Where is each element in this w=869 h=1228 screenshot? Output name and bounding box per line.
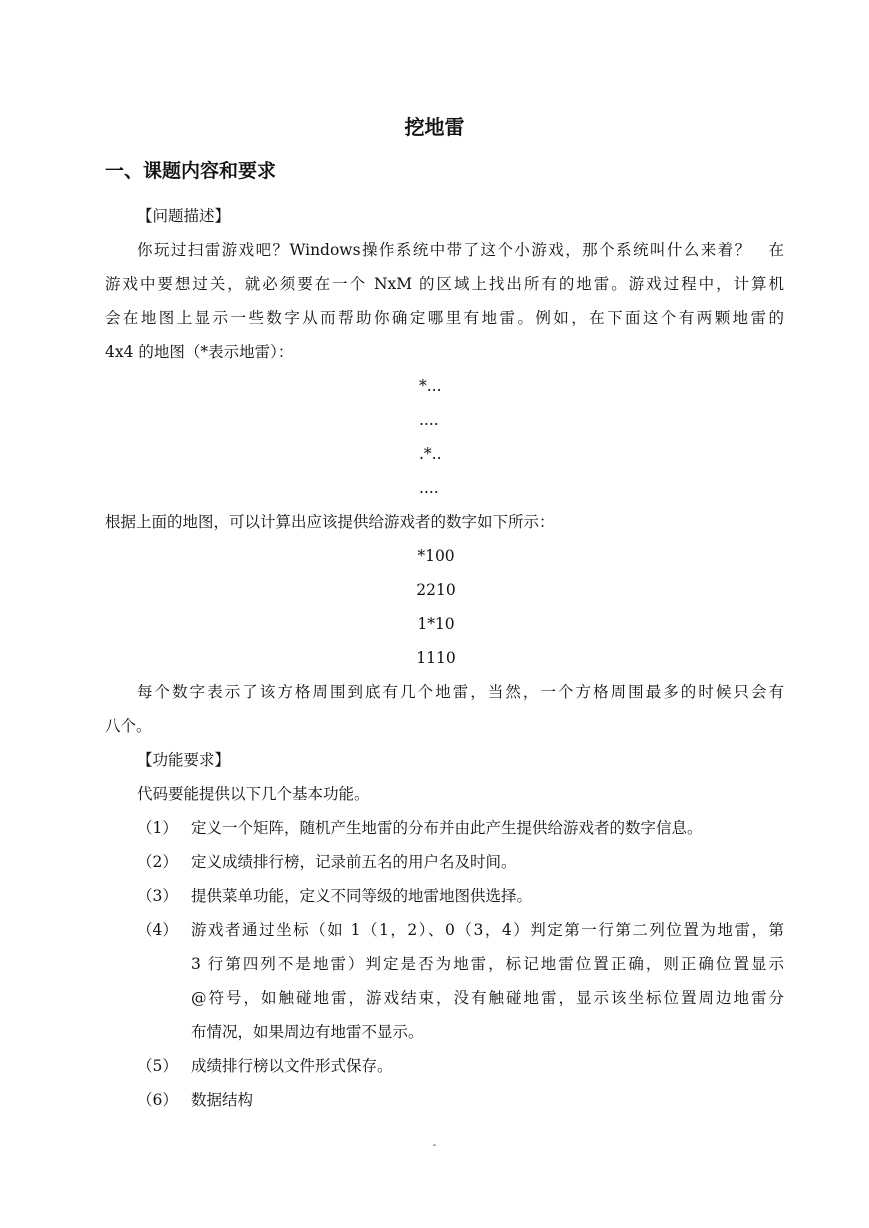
problem-line-3: 会在地图上显示一些数字从而帮助你确定哪里有地雷。例如，在下面这个有两颗地雷的 bbox=[105, 309, 784, 327]
list-item-number: （6） bbox=[137, 1091, 178, 1109]
list-item-text: 成绩排行榜以文件形式保存。 bbox=[191, 1057, 393, 1075]
list-item-text: @符号，如触碰地雷，游戏结束，没有触碰地雷，显示该坐标位置周边地雷分 bbox=[191, 989, 784, 1007]
map-row: .*.. bbox=[419, 445, 442, 463]
list-item-text: 游戏者通过坐标（如 1（1，2）、0（3，4）判定第一行第二列位置为地雷，第 bbox=[191, 921, 784, 939]
explain-line-1: 每个数字表示了该方格周围到底有几个地雷，当然，一个方格周围最多的时候只会有 bbox=[137, 683, 784, 701]
problem-line-1: 你玩过扫雷游戏吧？Windows操作系统中带了这个小游戏，那个系统叫什么来着？ 在 bbox=[137, 241, 784, 259]
list-item-number: （1） bbox=[137, 819, 178, 837]
list-item-number: （3） bbox=[137, 887, 178, 905]
page-footer: - bbox=[432, 1138, 437, 1151]
list-item-text: 定义一个矩阵，随机产生地雷的分布并由此产生提供给游戏者的数字信息。 bbox=[191, 819, 703, 837]
problem-heading: 【问题描述】 bbox=[137, 207, 231, 225]
list-item-text: 定义成绩排行榜，记录前五名的用户名及时间。 bbox=[191, 853, 517, 871]
func-heading: 【功能要求】 bbox=[137, 751, 231, 769]
problem-line-2: 游戏中要想过关，就必须要在一个 NxM 的区域上找出所有的地雷。游戏过程中，计算机 bbox=[105, 275, 784, 293]
page-title: 挖地雷 bbox=[404, 115, 465, 139]
explain-line-2: 八个。 bbox=[105, 717, 152, 735]
func-intro: 代码要能提供以下几个基本功能。 bbox=[137, 785, 370, 803]
number-row: 2210 bbox=[416, 581, 456, 599]
map-row: .... bbox=[419, 411, 439, 429]
list-item-text: 布情况，如果周边有地雷不显示。 bbox=[191, 1023, 424, 1041]
map-row: .... bbox=[419, 479, 439, 497]
after-map-text: 根据上面的地图，可以计算出应该提供给游戏者的数字如下所示： bbox=[105, 513, 555, 531]
list-item-number: （5） bbox=[137, 1057, 178, 1075]
number-row: 1110 bbox=[416, 649, 456, 667]
list-item-text: 3 行第四列不是地雷）判定是否为地雷，标记地雷位置正确，则正确位置显示 bbox=[191, 955, 784, 973]
map-row: *... bbox=[419, 377, 442, 395]
number-row: *100 bbox=[417, 547, 455, 565]
list-item-number: （2） bbox=[137, 853, 178, 871]
problem-line-4: 4x4 的地图（*表示地雷）： bbox=[105, 343, 294, 361]
list-item-text: 提供菜单功能，定义不同等级的地雷地图供选择。 bbox=[191, 887, 533, 905]
list-item-number: （4） bbox=[137, 921, 178, 939]
section-heading: 一、课题内容和要求 bbox=[105, 160, 277, 182]
list-item-text: 数据结构 bbox=[191, 1091, 254, 1109]
number-row: 1*10 bbox=[417, 615, 455, 633]
